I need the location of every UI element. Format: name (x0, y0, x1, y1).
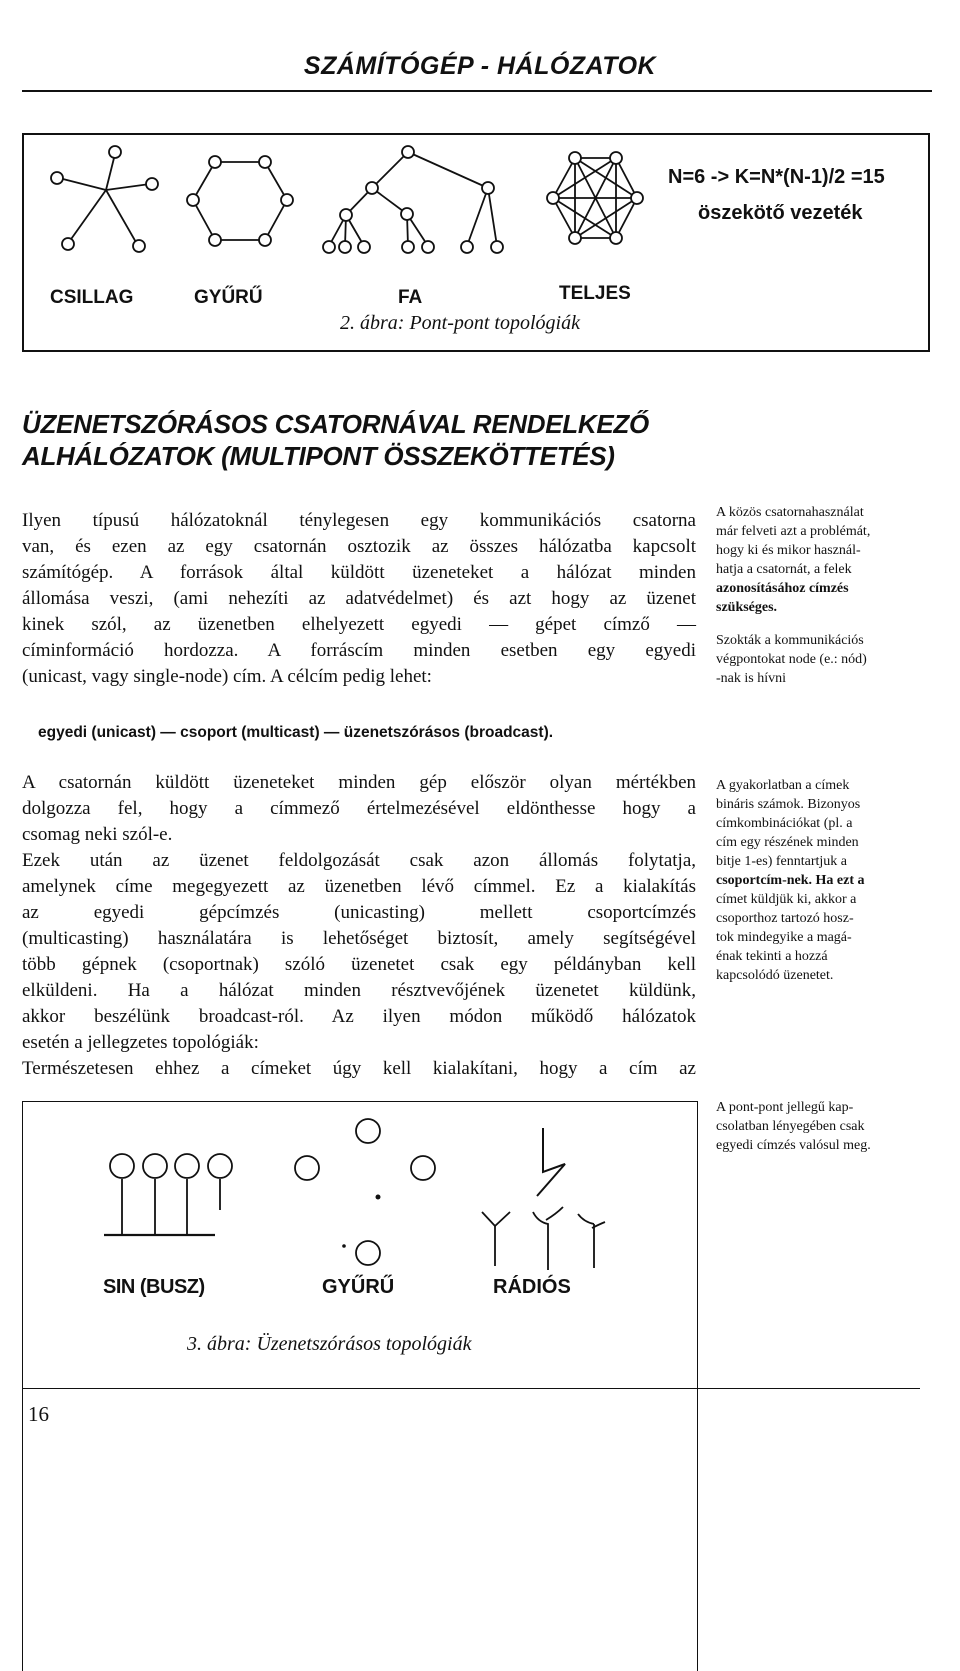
paragraph-1-line: számítógép. A források által küldött üzeneteket a hálózat minden (22, 562, 696, 583)
label-radio: RÁDIÓS (493, 1276, 571, 1298)
figure-1-caption: 2. ábra: Pont-pont topológiák (340, 312, 580, 334)
paragraph-2-line: dolgozza fel, hogy a címmező értelmezésével eldönthesse hogy a (22, 798, 696, 819)
footer-rule (22, 1388, 920, 1389)
paragraph-1-line: címinformáció hordozza. A forráscím minden esetben egy egyedi (22, 640, 696, 661)
paragraph-1-line: van, és ezen az egy csatornán osztozik az összes hálózatba kapcsolt (22, 536, 696, 557)
page-number: 16 (28, 1402, 49, 1426)
side-note-2-line: címkombinációkat (pl. a (716, 816, 853, 831)
section-heading-line-1: ÜZENETSZÓRÁSOS CSATORNÁVAL RENDELKEZŐ (22, 409, 649, 439)
side-note-2-line: cím egy részének minden (716, 835, 859, 850)
bus-topology-diagram (104, 1154, 232, 1235)
paragraph-1-line: kinek szól, az üzenetben elhelyezett egyedi — gépet címző — (22, 614, 696, 635)
side-note-2-line: csoportcím-nek. Ha ezt a (716, 873, 865, 888)
side-note-2-line: kapcsolódó üzenetet. (716, 968, 834, 983)
side-note-1-line: már felveti azt a problémát, (716, 524, 871, 539)
side-note-2-line: énak tekinti a hozzá (716, 949, 828, 964)
side-note-1b-line: Szokták a kommunikációs (716, 633, 864, 648)
paragraph-2-line: az egyedi gépcímzés (unicasting) mellett csoportcímzés (22, 902, 696, 923)
side-note-1b-line: -nak is hívni (716, 671, 786, 686)
full-mesh-formula: N=6 -> K=N*(N-1)/2 =15 (668, 166, 885, 188)
paragraph-2-line: Természetesen ehhez a címeket úgy kell kialakítani, hogy a cím az (22, 1058, 696, 1079)
paragraph-2-line: akkor beszélünk broadcast-ról. Az ilyen módon működő hálózatok (22, 1006, 696, 1027)
full-mesh-formula-note: öszekötő vezeték (698, 202, 863, 224)
address-types-emphasis: egyedi (unicast) — csoport (multicast) — üzenetszórásos (broadcast). (38, 724, 554, 741)
side-note-2-line: címet küldjük ki, akkor a (716, 892, 857, 907)
radio-topology-diagram (482, 1128, 605, 1270)
label-full: TELJES (559, 283, 631, 304)
page-header-title: SZÁMÍTÓGÉP - HÁLÓZATOK (303, 52, 657, 80)
paragraph-2-line: amelynek címe megegyezett az üzenetben lévő címmel. Ez a kialakítás (22, 876, 696, 897)
side-note-2-line: bitje 1-es) fenntartjuk a (716, 854, 848, 869)
side-note-1-line: hogy ki és mikor használ- (716, 543, 861, 558)
side-note-1b-line: végpontokat node (e.: nód) (716, 652, 867, 667)
label-star: CSILLAG (50, 287, 134, 308)
paragraph-2-line: több gépnek (csoportnak) szóló üzenetet csak egy példányban kell (22, 954, 696, 975)
broadcast-ring-topology-diagram (295, 1119, 435, 1265)
side-note-3-line: A pont-pont jellegű kap- (716, 1100, 854, 1115)
label-broadcast-ring: GYŰRŰ (322, 1276, 395, 1298)
paragraph-2-line: elküldeni. Ha a hálózat minden résztvevőjének üzenetet küldünk, (22, 980, 696, 1001)
paragraph-2-line: (multicasting) használatára is lehetőséget biztosít, amely segítségével (22, 928, 696, 949)
label-tree: FA (398, 287, 423, 308)
paragraph-1-line: állomása veszi, (ami nehezíti az adatvédelmet) és azt hogy az üzenet (22, 588, 696, 609)
side-note-3-line: csolatban lényegében csak (716, 1119, 865, 1134)
label-bus: SIN (BUSZ) (103, 1276, 205, 1298)
section-heading-line-2: ALHÁLÓZATOK (MULTIPONT ÖSSZEKÖTTETÉS) (22, 441, 615, 471)
paragraph-2-line: csomag neki szól-e. (22, 824, 173, 845)
side-note-2-line: A gyakorlatban a címek (716, 778, 850, 793)
label-ring: GYŰRŰ (194, 287, 263, 308)
paragraph-2-line: Ezek után az üzenet feldolgozását csak azon állomás folytatja, (22, 850, 696, 871)
side-note-2-line: csoporthoz tartozó hosz- (716, 911, 854, 926)
side-note-2-line: bináris számok. Bizonyos (716, 797, 861, 812)
paragraph-1-line: (unicast, vagy single-node) cím. A célcím pedig lehet: (22, 666, 432, 687)
paragraph-1-line: Ilyen típusú hálózatoknál ténylegesen egy kommunikációs csatorna (22, 510, 696, 531)
figure-2-caption: 3. ábra: Üzenetszórásos topológiák (187, 1333, 472, 1355)
side-note-2-line: tok mindegyike a magá- (716, 930, 852, 945)
paragraph-2-line: A csatornán küldött üzeneteket minden gép először olyan mértékben (22, 772, 696, 793)
side-note-1-line: azonosításához címzés (716, 581, 849, 596)
side-note-1-line: A közös csatornahasználat (716, 505, 864, 520)
side-note-3-line: egyedi címzés valósul meg. (716, 1138, 871, 1153)
side-note-1-line: szükséges. (716, 600, 778, 615)
side-note-1-line: hatja a csatornát, a felek (716, 562, 852, 577)
paragraph-2-line: esetén a jellegzetes topológiák: (22, 1032, 259, 1053)
